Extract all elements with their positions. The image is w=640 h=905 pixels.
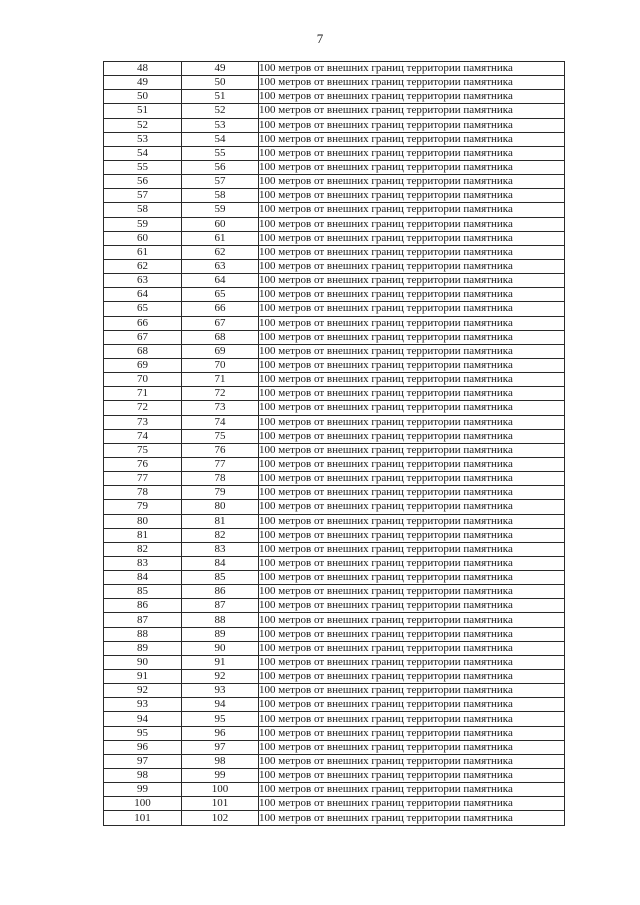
distance-description-cell: 100 метров от внешних границ территории памятника — [259, 726, 565, 740]
table-row — [104, 189, 565, 203]
from-point-cell: 96 — [104, 740, 182, 754]
from-point-cell: 61 — [104, 245, 182, 259]
table-row — [104, 754, 565, 768]
from-point-cell: 70 — [104, 373, 182, 387]
table-row — [104, 712, 565, 726]
distance-description-cell: 100 метров от внешних границ территории памятника — [259, 175, 565, 189]
to-point-cell: 73 — [182, 401, 259, 415]
table-row — [104, 104, 565, 118]
distance-description-cell: 100 метров от внешних границ территории памятника — [259, 740, 565, 754]
distance-description-cell: 100 метров от внешних границ территории памятника — [259, 415, 565, 429]
to-point-cell: 92 — [182, 670, 259, 684]
distance-description-cell: 100 метров от внешних границ территории памятника — [259, 358, 565, 372]
distance-description-cell: 100 метров от внешних границ территории памятника — [259, 160, 565, 174]
from-point-cell: 90 — [104, 655, 182, 669]
from-point-cell: 94 — [104, 712, 182, 726]
from-point-cell: 65 — [104, 302, 182, 316]
to-point-cell: 88 — [182, 613, 259, 627]
to-point-cell: 78 — [182, 472, 259, 486]
table-row — [104, 655, 565, 669]
from-point-cell: 64 — [104, 288, 182, 302]
distance-description-cell: 100 метров от внешних границ территории памятника — [259, 514, 565, 528]
distance-description-cell: 100 метров от внешних границ территории памятника — [259, 457, 565, 471]
distance-description-cell: 100 метров от внешних границ территории памятника — [259, 203, 565, 217]
from-point-cell: 79 — [104, 500, 182, 514]
table-row — [104, 740, 565, 754]
distance-description-cell: 100 метров от внешних границ территории памятника — [259, 599, 565, 613]
to-point-cell: 94 — [182, 698, 259, 712]
to-point-cell: 53 — [182, 118, 259, 132]
to-point-cell: 49 — [182, 62, 259, 76]
table-row — [104, 429, 565, 443]
table-row — [104, 670, 565, 684]
to-point-cell: 82 — [182, 528, 259, 542]
from-point-cell: 62 — [104, 259, 182, 273]
table-row — [104, 613, 565, 627]
distance-description-cell: 100 метров от внешних границ территории памятника — [259, 655, 565, 669]
table-row — [104, 811, 565, 825]
table-row — [104, 443, 565, 457]
to-point-cell: 84 — [182, 556, 259, 570]
to-point-cell: 83 — [182, 542, 259, 556]
distance-description-cell: 100 метров от внешних границ территории памятника — [259, 118, 565, 132]
from-point-cell: 77 — [104, 472, 182, 486]
from-point-cell: 82 — [104, 542, 182, 556]
table-row — [104, 330, 565, 344]
from-point-cell: 83 — [104, 556, 182, 570]
from-point-cell: 58 — [104, 203, 182, 217]
distance-description-cell: 100 метров от внешних границ территории памятника — [259, 443, 565, 457]
from-point-cell: 52 — [104, 118, 182, 132]
distance-description-cell: 100 метров от внешних границ территории памятника — [259, 302, 565, 316]
distance-description-cell: 100 метров от внешних границ территории памятника — [259, 486, 565, 500]
to-point-cell: 86 — [182, 585, 259, 599]
table-row — [104, 344, 565, 358]
distance-description-cell: 100 метров от внешних границ территории памятника — [259, 387, 565, 401]
table-row — [104, 259, 565, 273]
from-point-cell: 91 — [104, 670, 182, 684]
from-point-cell: 55 — [104, 160, 182, 174]
to-point-cell: 58 — [182, 189, 259, 203]
to-point-cell: 100 — [182, 783, 259, 797]
distance-description-cell: 100 метров от внешних границ территории памятника — [259, 274, 565, 288]
to-point-cell: 101 — [182, 797, 259, 811]
distance-description-cell: 100 метров от внешних границ территории памятника — [259, 811, 565, 825]
distance-description-cell: 100 метров от внешних границ территории памятника — [259, 698, 565, 712]
distance-description-cell: 100 метров от внешних границ территории памятника — [259, 500, 565, 514]
table-row — [104, 401, 565, 415]
table-row — [104, 316, 565, 330]
table-row — [104, 769, 565, 783]
to-point-cell: 60 — [182, 217, 259, 231]
to-point-cell: 68 — [182, 330, 259, 344]
from-point-cell: 57 — [104, 189, 182, 203]
to-point-cell: 102 — [182, 811, 259, 825]
from-point-cell: 85 — [104, 585, 182, 599]
distance-description-cell: 100 метров от внешних границ территории памятника — [259, 712, 565, 726]
table-row — [104, 358, 565, 372]
to-point-cell: 81 — [182, 514, 259, 528]
distance-description-cell: 100 метров от внешних границ территории памятника — [259, 472, 565, 486]
to-point-cell: 57 — [182, 175, 259, 189]
from-point-cell: 67 — [104, 330, 182, 344]
table-row — [104, 146, 565, 160]
to-point-cell: 80 — [182, 500, 259, 514]
from-point-cell: 80 — [104, 514, 182, 528]
from-point-cell: 75 — [104, 443, 182, 457]
distance-description-cell: 100 метров от внешних границ территории памятника — [259, 670, 565, 684]
to-point-cell: 63 — [182, 259, 259, 273]
table-row — [104, 585, 565, 599]
distance-description-cell: 100 метров от внешних границ территории памятника — [259, 556, 565, 570]
distance-description-cell: 100 метров от внешних границ территории памятника — [259, 797, 565, 811]
from-point-cell: 89 — [104, 641, 182, 655]
table-row — [104, 472, 565, 486]
to-point-cell: 90 — [182, 641, 259, 655]
distance-description-cell: 100 метров от внешних границ территории памятника — [259, 104, 565, 118]
table-row — [104, 203, 565, 217]
table-row — [104, 76, 565, 90]
table-row — [104, 797, 565, 811]
to-point-cell: 67 — [182, 316, 259, 330]
table-row — [104, 641, 565, 655]
distance-description-cell: 100 метров от внешних границ территории памятника — [259, 245, 565, 259]
to-point-cell: 87 — [182, 599, 259, 613]
distance-description-cell: 100 метров от внешних границ территории памятника — [259, 259, 565, 273]
to-point-cell: 98 — [182, 754, 259, 768]
distance-description-cell: 100 метров от внешних границ территории памятника — [259, 288, 565, 302]
table-row — [104, 528, 565, 542]
table-row — [104, 274, 565, 288]
from-point-cell: 56 — [104, 175, 182, 189]
distance-description-cell: 100 метров от внешних границ территории памятника — [259, 217, 565, 231]
from-point-cell: 71 — [104, 387, 182, 401]
from-point-cell: 88 — [104, 627, 182, 641]
from-point-cell: 97 — [104, 754, 182, 768]
from-point-cell: 101 — [104, 811, 182, 825]
table-row — [104, 556, 565, 570]
distance-description-cell: 100 метров от внешних границ территории памятника — [259, 769, 565, 783]
table-row — [104, 288, 565, 302]
to-point-cell: 69 — [182, 344, 259, 358]
from-point-cell: 54 — [104, 146, 182, 160]
from-point-cell: 95 — [104, 726, 182, 740]
distance-description-cell: 100 метров от внешних границ территории памятника — [259, 571, 565, 585]
from-point-cell: 92 — [104, 684, 182, 698]
table-row — [104, 627, 565, 641]
table-row — [104, 571, 565, 585]
to-point-cell: 96 — [182, 726, 259, 740]
from-point-cell: 87 — [104, 613, 182, 627]
to-point-cell: 97 — [182, 740, 259, 754]
from-point-cell: 93 — [104, 698, 182, 712]
to-point-cell: 89 — [182, 627, 259, 641]
from-point-cell: 74 — [104, 429, 182, 443]
table-row — [104, 500, 565, 514]
from-point-cell: 73 — [104, 415, 182, 429]
distance-description-cell: 100 метров от внешних границ территории памятника — [259, 542, 565, 556]
distance-description-cell: 100 метров от внешних границ территории памятника — [259, 613, 565, 627]
to-point-cell: 51 — [182, 90, 259, 104]
from-point-cell: 51 — [104, 104, 182, 118]
distance-description-cell: 100 метров от внешних границ территории памятника — [259, 585, 565, 599]
to-point-cell: 71 — [182, 373, 259, 387]
boundary-points-table — [103, 61, 565, 826]
table-row — [104, 457, 565, 471]
distance-description-cell: 100 метров от внешних границ территории памятника — [259, 429, 565, 443]
from-point-cell: 49 — [104, 76, 182, 90]
distance-description-cell: 100 метров от внешних границ территории памятника — [259, 189, 565, 203]
from-point-cell: 100 — [104, 797, 182, 811]
from-point-cell: 84 — [104, 571, 182, 585]
from-point-cell: 48 — [104, 62, 182, 76]
table-row — [104, 684, 565, 698]
to-point-cell: 61 — [182, 231, 259, 245]
to-point-cell: 55 — [182, 146, 259, 160]
to-point-cell: 79 — [182, 486, 259, 500]
to-point-cell: 93 — [182, 684, 259, 698]
distance-description-cell: 100 метров от внешних границ территории памятника — [259, 316, 565, 330]
table-row — [104, 698, 565, 712]
table-row — [104, 217, 565, 231]
from-point-cell: 63 — [104, 274, 182, 288]
table-row — [104, 599, 565, 613]
distance-description-cell: 100 метров от внешних границ территории памятника — [259, 627, 565, 641]
table-row — [104, 514, 565, 528]
distance-description-cell: 100 метров от внешних границ территории памятника — [259, 76, 565, 90]
to-point-cell: 95 — [182, 712, 259, 726]
table-row — [104, 118, 565, 132]
distance-description-cell: 100 метров от внешних границ территории памятника — [259, 373, 565, 387]
from-point-cell: 60 — [104, 231, 182, 245]
table-body — [104, 62, 565, 826]
to-point-cell: 56 — [182, 160, 259, 174]
from-point-cell: 99 — [104, 783, 182, 797]
table-row — [104, 132, 565, 146]
from-point-cell: 86 — [104, 599, 182, 613]
distance-description-cell: 100 метров от внешних границ территории памятника — [259, 344, 565, 358]
from-point-cell: 66 — [104, 316, 182, 330]
table-row — [104, 62, 565, 76]
to-point-cell: 64 — [182, 274, 259, 288]
table-row — [104, 90, 565, 104]
table-row — [104, 486, 565, 500]
distance-description-cell: 100 метров от внешних границ территории памятника — [259, 231, 565, 245]
table-row — [104, 783, 565, 797]
table-row — [104, 387, 565, 401]
to-point-cell: 75 — [182, 429, 259, 443]
from-point-cell: 53 — [104, 132, 182, 146]
from-point-cell: 78 — [104, 486, 182, 500]
table-row — [104, 542, 565, 556]
to-point-cell: 85 — [182, 571, 259, 585]
distance-description-cell: 100 метров от внешних границ территории памятника — [259, 684, 565, 698]
to-point-cell: 66 — [182, 302, 259, 316]
table-row — [104, 175, 565, 189]
distance-description-cell: 100 метров от внешних границ территории памятника — [259, 401, 565, 415]
to-point-cell: 91 — [182, 655, 259, 669]
from-point-cell: 50 — [104, 90, 182, 104]
table-row — [104, 245, 565, 259]
from-point-cell: 72 — [104, 401, 182, 415]
from-point-cell: 59 — [104, 217, 182, 231]
from-point-cell: 69 — [104, 358, 182, 372]
table-row — [104, 160, 565, 174]
distance-description-cell: 100 метров от внешних границ территории памятника — [259, 146, 565, 160]
distance-description-cell: 100 метров от внешних границ территории памятника — [259, 754, 565, 768]
page-number: 7 — [316, 31, 324, 46]
distance-description-cell: 100 метров от внешних границ территории памятника — [259, 330, 565, 344]
table-row — [104, 231, 565, 245]
to-point-cell: 62 — [182, 245, 259, 259]
to-point-cell: 65 — [182, 288, 259, 302]
to-point-cell: 59 — [182, 203, 259, 217]
to-point-cell: 99 — [182, 769, 259, 783]
from-point-cell: 76 — [104, 457, 182, 471]
to-point-cell: 74 — [182, 415, 259, 429]
to-point-cell: 50 — [182, 76, 259, 90]
distance-description-cell: 100 метров от внешних границ территории памятника — [259, 641, 565, 655]
from-point-cell: 98 — [104, 769, 182, 783]
distance-description-cell: 100 метров от внешних границ территории памятника — [259, 90, 565, 104]
distance-description-cell: 100 метров от внешних границ территории памятника — [259, 62, 565, 76]
from-point-cell: 81 — [104, 528, 182, 542]
distance-description-cell: 100 метров от внешних границ территории памятника — [259, 528, 565, 542]
from-point-cell: 68 — [104, 344, 182, 358]
to-point-cell: 72 — [182, 387, 259, 401]
table-row — [104, 302, 565, 316]
to-point-cell: 52 — [182, 104, 259, 118]
distance-description-cell: 100 метров от внешних границ территории памятника — [259, 132, 565, 146]
to-point-cell: 77 — [182, 457, 259, 471]
to-point-cell: 54 — [182, 132, 259, 146]
table-row — [104, 726, 565, 740]
table-row — [104, 373, 565, 387]
table-row — [104, 415, 565, 429]
to-point-cell: 76 — [182, 443, 259, 457]
distance-description-cell: 100 метров от внешних границ территории памятника — [259, 783, 565, 797]
to-point-cell: 70 — [182, 358, 259, 372]
